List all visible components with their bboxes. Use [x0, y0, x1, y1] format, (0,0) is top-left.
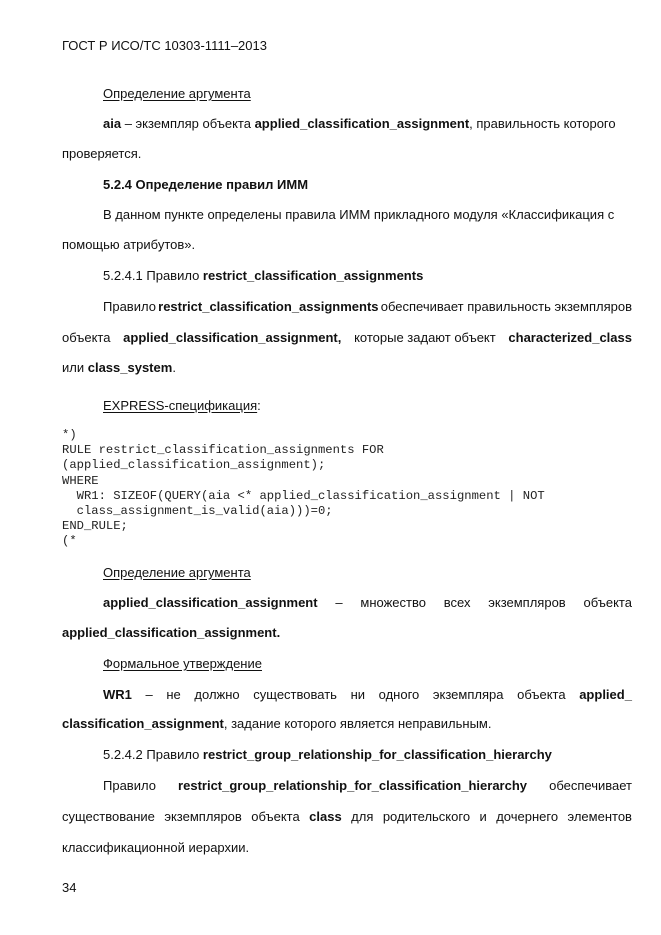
word: существовать	[253, 687, 337, 702]
argument-paragraph-line-2: applied_classification_assignment.	[62, 625, 281, 640]
entity-name: class	[309, 809, 342, 824]
code-line: (applied_classification_assignment);	[62, 458, 326, 473]
word: , задание которого является неправильным.	[223, 716, 492, 731]
entity-name: classification_assignment	[62, 716, 224, 731]
word: множество	[360, 595, 426, 610]
word: и	[479, 809, 487, 824]
rule-name: restrict_classification_assignments	[158, 299, 379, 314]
colon: :	[257, 398, 261, 413]
express-specification-heading	[103, 398, 261, 414]
code-line: (*	[62, 534, 77, 549]
rule-label: WR1	[103, 687, 132, 702]
formal-statement-heading: Формальное утверждение	[103, 656, 262, 671]
code-line: WR1: SIZEOF(QUERY(aia <* applied_classification_assignment | NOT	[62, 488, 545, 503]
word: элементов	[567, 809, 632, 824]
rule-description-line-2	[62, 330, 632, 346]
argument-aia-continuation: проверяется.	[62, 146, 142, 161]
rule-description-line-1	[103, 299, 632, 315]
section-5-2-4-paragraph: В данном пункте определены правила ИММ прикладного модуля «Классификация с	[103, 207, 615, 222]
word: родительского	[382, 809, 471, 824]
express-code-block	[62, 428, 545, 550]
punct: .	[172, 360, 176, 375]
rule-name: restrict_group_relationship_for_classification_hierarchy	[178, 778, 528, 793]
word: не	[166, 687, 181, 702]
word: обеспечивает	[549, 778, 632, 793]
rule-2-description-line-3: классификационной иерархии.	[62, 840, 250, 855]
word: одного	[378, 687, 420, 702]
section-heading-5-2-4-1	[103, 268, 423, 284]
rule-2-description-line-2	[62, 809, 632, 825]
word: должно	[194, 687, 240, 702]
argument-definition-heading: Определение аргумента	[103, 86, 251, 101]
word: для	[351, 809, 374, 824]
entity-name: applied_classification_assignment,	[123, 330, 342, 345]
word: объекта	[517, 687, 566, 702]
entity-name: applied_classification_assignment	[254, 116, 470, 131]
word: экземпляров	[164, 809, 242, 824]
word: дочернего	[496, 809, 559, 824]
word: –	[145, 687, 153, 702]
code-line: class_assignment_is_valid(aia)))=0;	[62, 503, 333, 518]
word: объекта	[583, 595, 632, 610]
rule-2-description-line-1	[103, 778, 632, 794]
heading-prefix: 5.2.4.2 Правило	[103, 747, 203, 762]
argument-definition-heading-2: Определение аргумента	[103, 565, 251, 580]
word: объекта	[62, 330, 111, 345]
entity-name: class_system	[87, 360, 173, 375]
word: экземпляра	[432, 687, 504, 702]
word: Правило	[103, 778, 156, 793]
code-line: RULE restrict_classification_assignments FOR	[62, 443, 384, 458]
express-label: EXPRESS-спецификация	[103, 398, 258, 413]
formal-statement-line-2	[62, 716, 491, 732]
rule-name: restrict_group_relationship_for_classification_hierarchy	[202, 747, 552, 762]
entity-name: characterized_class	[508, 330, 632, 345]
word: ни	[350, 687, 366, 702]
section-heading-5-2-4-2	[103, 747, 552, 763]
word: обеспечивает правильность экземпляров	[380, 299, 632, 314]
word: или	[62, 360, 88, 375]
argument-text-end: , правильность которого	[469, 116, 616, 131]
argument-text: – экземпляр объекта	[121, 116, 255, 131]
section-heading-5-2-4: 5.2.4 Определение правил ИММ	[103, 177, 309, 192]
entity-name: applied_	[579, 687, 632, 702]
code-line: WHERE	[62, 473, 99, 488]
argument-aia-paragraph	[103, 116, 616, 132]
word: которые задают объект	[354, 330, 496, 345]
word: всех	[443, 595, 471, 610]
rule-name: restrict_classification_assignments	[202, 268, 424, 283]
argument-name: aia	[103, 116, 122, 131]
code-line: END_RULE;	[62, 519, 128, 534]
section-5-2-4-continuation: помощью атрибутов».	[62, 237, 196, 252]
rule-description-line-3	[62, 360, 176, 376]
heading-prefix: 5.2.4.1 Правило	[103, 268, 203, 283]
page-number: 34	[62, 880, 77, 895]
word: существование	[62, 809, 155, 824]
document-header: ГОСТ Р ИСО/ТС 10303-1111–2013	[62, 38, 267, 53]
word: объекта	[251, 809, 300, 824]
word: Правило	[103, 299, 156, 314]
code-line: *)	[62, 428, 77, 442]
entity-name: applied_classification_assignment	[103, 595, 318, 610]
word: экземпляров	[488, 595, 566, 610]
argument-paragraph-line-1	[103, 595, 632, 611]
word: –	[335, 595, 343, 610]
formal-statement-line-1	[103, 687, 632, 703]
